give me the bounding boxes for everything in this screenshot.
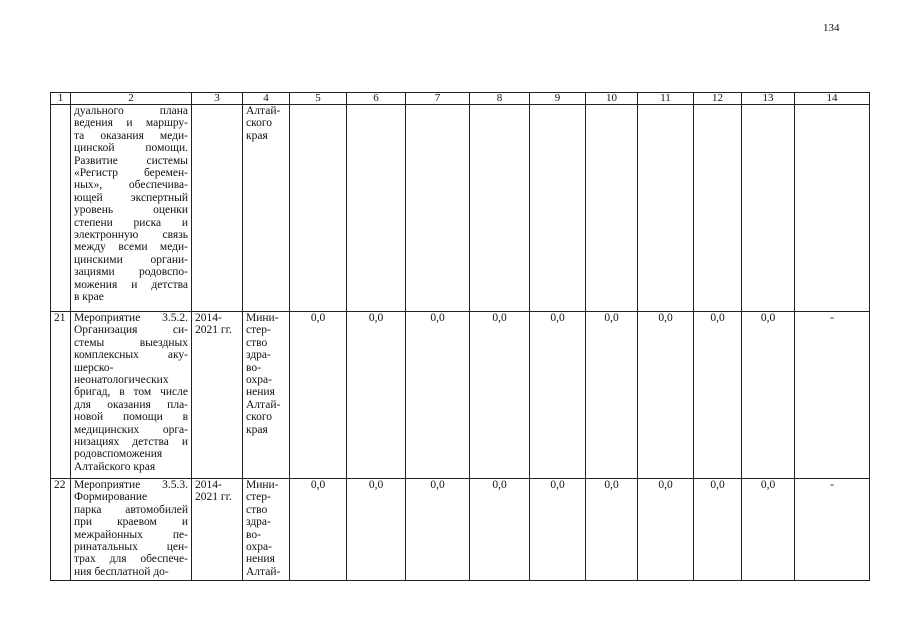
measure-description-line: стемы выездных (74, 336, 188, 349)
value-cell (406, 105, 470, 312)
measure-description-line: электронную связь (74, 229, 188, 242)
value-cell: 0,0 (742, 312, 795, 479)
measure-description-line: в крае (74, 291, 104, 304)
column-number-row (51, 93, 870, 105)
executor-cell-line: нения (246, 553, 275, 566)
row-number (51, 105, 71, 312)
value-cell: 0,0 (406, 479, 470, 581)
executor-cell-line: здра- (246, 516, 271, 529)
table-row (51, 105, 870, 312)
measure-description-line: низациях детства и (74, 436, 188, 449)
column-number: 6 (347, 93, 406, 105)
executor-cell-line: ского (246, 411, 273, 424)
period-cell-line: 2021 гг. (195, 324, 232, 337)
value-cell: 0,0 (694, 312, 742, 479)
measure-description-line: та оказания меди- (74, 129, 188, 142)
period-cell-line: 2014- (195, 312, 222, 324)
measure-description-line: можения и детства (74, 278, 188, 291)
measure-description-line: Формирование (74, 491, 148, 504)
executor-cell (243, 312, 290, 479)
executor-cell-line: стер- (246, 491, 271, 504)
column-number: 1 (51, 93, 71, 105)
column-number: 10 (586, 93, 638, 105)
executor-cell-line: ство (246, 336, 268, 349)
executor-cell-line: Алтай- (246, 398, 281, 411)
value-cell (470, 105, 530, 312)
measure-description-line: Алтайского края (74, 460, 156, 473)
executor-cell-line: здра- (246, 349, 271, 362)
value-cell: 0,0 (290, 479, 347, 581)
measure-description-line: ния бесплатной до- (74, 565, 169, 578)
executor-cell-line: ского (246, 117, 273, 130)
value-cell: 0,0 (742, 479, 795, 581)
measure-description (71, 312, 192, 479)
value-cell: 0,0 (290, 312, 347, 479)
value-cell: 0,0 (470, 479, 530, 581)
column-number: 3 (192, 93, 243, 105)
indicator-cell: - (795, 479, 870, 581)
column-number: 9 (530, 93, 586, 105)
measure-description-line: родовспоможения (74, 448, 163, 461)
value-cell (694, 105, 742, 312)
executor-cell (243, 105, 290, 312)
table-row (51, 312, 870, 479)
measure-description-line: комплексных аку- (74, 349, 188, 362)
program-table (50, 92, 870, 581)
value-cell (638, 105, 694, 312)
measure-description-line: Организация си- (74, 324, 188, 337)
value-cell: 0,0 (586, 479, 638, 581)
row-number: 22 (51, 479, 71, 581)
value-cell (347, 105, 406, 312)
column-number: 11 (638, 93, 694, 105)
measure-description-line: Мероприятие 3.5.3. (74, 479, 188, 491)
executor-cell-line: ство (246, 503, 268, 516)
measure-description-line: степени риска и (74, 216, 188, 229)
value-cell (586, 105, 638, 312)
executor-cell-line: охра- (246, 541, 272, 554)
value-cell: 0,0 (470, 312, 530, 479)
table-row (51, 479, 870, 581)
column-number: 14 (795, 93, 870, 105)
row-number: 21 (51, 312, 71, 479)
page-number: 134 (823, 22, 840, 34)
value-cell: 0,0 (638, 312, 694, 479)
measure-description-line: бригад, в том числе (74, 386, 188, 399)
value-cell: 0,0 (347, 312, 406, 479)
measure-description-line: цинскими органи- (74, 253, 188, 266)
measure-description-line: между всеми меди- (74, 241, 188, 254)
measure-description-line: при краевом и (74, 516, 188, 529)
measure-description-line: ринатальных цен- (74, 541, 188, 554)
value-cell (742, 105, 795, 312)
column-number: 7 (406, 93, 470, 105)
period-cell (192, 312, 243, 479)
measure-description (71, 105, 192, 312)
executor-cell-line: охра- (246, 374, 272, 387)
executor-cell-line: во- (246, 361, 261, 374)
measure-description-line: для оказания пла- (74, 398, 188, 411)
executor-cell-line: стер- (246, 324, 271, 337)
column-number: 13 (742, 93, 795, 105)
period-cell-line: 2021 гг. (195, 491, 232, 504)
executor-cell-line: Мини- (246, 312, 279, 324)
measure-description-line: неонатологических (74, 374, 169, 387)
measure-description-line: парка автомобилей (74, 503, 188, 516)
executor-cell-line: Мини- (246, 479, 279, 491)
measure-description-line: уровень оценки (74, 204, 188, 217)
value-cell: 0,0 (694, 479, 742, 581)
column-number: 8 (470, 93, 530, 105)
column-number: 12 (694, 93, 742, 105)
measure-description-line: ведения и маршру- (74, 117, 188, 130)
value-cell: 0,0 (530, 479, 586, 581)
measure-description-line: дуального плана (74, 105, 188, 117)
value-cell: 0,0 (638, 479, 694, 581)
indicator-cell: - (795, 312, 870, 479)
measure-description (71, 479, 192, 581)
executor-cell-line: нения (246, 386, 275, 399)
value-cell (530, 105, 586, 312)
executor-cell-line: края (246, 129, 268, 142)
measure-description-line: Мероприятие 3.5.2. (74, 312, 188, 324)
executor-cell (243, 479, 290, 581)
value-cell: 0,0 (586, 312, 638, 479)
measure-description-line: межрайонных пе- (74, 528, 188, 541)
measure-description-line: шерско- (74, 361, 114, 374)
measure-description-line: Развитие системы (74, 154, 188, 167)
measure-description-line: ющей экспертный (74, 191, 188, 204)
period-cell-line: 2014- (195, 479, 222, 491)
period-cell (192, 479, 243, 581)
measure-description-line: трах для обеспече- (74, 553, 188, 566)
column-number: 4 (243, 93, 290, 105)
measure-description-line: ных», обеспечива- (74, 179, 188, 192)
measure-description-line: медицинских орга- (74, 423, 188, 436)
period-cell (192, 105, 243, 312)
column-number: 5 (290, 93, 347, 105)
measure-description-line: «Регистр беремен- (74, 167, 188, 180)
executor-cell-line: края (246, 423, 268, 436)
executor-cell-line: Алтай- (246, 105, 281, 117)
executor-cell-line: Алтай- (246, 565, 281, 578)
value-cell: 0,0 (347, 479, 406, 581)
value-cell: 0,0 (406, 312, 470, 479)
measure-description-line: новой помощи в (74, 411, 188, 424)
value-cell (290, 105, 347, 312)
measure-description-line: зациями родовспо- (74, 266, 188, 279)
indicator-cell (795, 105, 870, 312)
column-number: 2 (71, 93, 192, 105)
measure-description-line: цинской помощи. (74, 142, 188, 155)
value-cell: 0,0 (530, 312, 586, 479)
executor-cell-line: во- (246, 528, 261, 541)
